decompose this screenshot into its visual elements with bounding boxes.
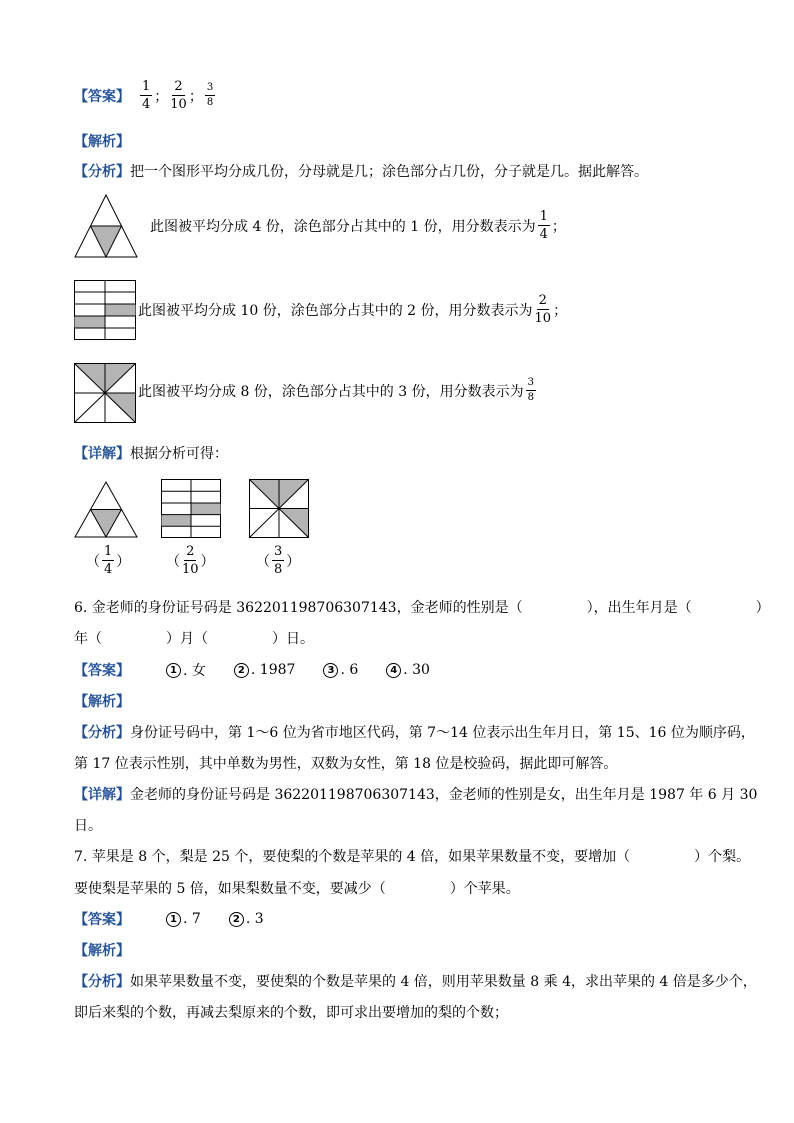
q6-question-line1: 6. 金老师的身份证号码是 362201198706307143，金老师的性别是（ ），出生年月是（ ） bbox=[74, 600, 770, 616]
answer-fraction: $\frac{1}{4}$ bbox=[142, 79, 151, 112]
figure-line-2: 此图被平均分成 10 份，涂色部分占其中的 2 份，用分数表示为 $\frac{2}{10}$ ； bbox=[138, 293, 568, 326]
detail-fraction-2: （ $\frac{2}{10}$ ） bbox=[166, 544, 215, 577]
q7-analysis-line1: 【分析】如果苹果数量不变，要使梨的个数是苹果的 4 倍，则用苹果数量 8 乘 4，求出苹果的 4 倍是多少个， bbox=[74, 974, 757, 990]
triangle-figure bbox=[74, 194, 138, 258]
answer-tag: 【答案】 bbox=[74, 912, 130, 928]
q5-detail: 【详解】根据分析可得： bbox=[74, 446, 228, 462]
answer-tag: 【答案】 bbox=[74, 88, 130, 105]
analysis-head-tag: 【解析】 bbox=[74, 134, 130, 150]
separator: ； bbox=[154, 88, 169, 105]
q7-question-line1: 7. 苹果是 8 个，梨是 25 个，要使梨的个数是苹果的 4 倍，如果苹果数量不变，要增加（ ）个梨。 bbox=[74, 849, 751, 865]
separator: ； bbox=[188, 88, 203, 105]
q7-question-line2: 要使梨是苹果的 5 倍，如果梨数量不变，要减少（ ）个苹果。 bbox=[74, 881, 520, 897]
q6-detail-line2: 日。 bbox=[74, 818, 102, 834]
q6-analysis-line2: 第 17 位表示性别，其中单数为男性，双数为女性，第 18 位是校验码，据此即可解答。 bbox=[74, 756, 618, 772]
detail-fraction-3: （ $\frac{3}{8}$ ） bbox=[256, 544, 301, 577]
rectangle-grid-figure bbox=[74, 280, 136, 340]
analysis-head-tag: 【解析】 bbox=[74, 943, 130, 959]
answer-tag: 【答案】 bbox=[74, 663, 130, 679]
q7-analysis-line2: 即后来梨的个数，再减去梨原来的个数，即可求出要增加的梨的个数； bbox=[74, 1005, 508, 1021]
q5-answer-line bbox=[74, 80, 217, 111]
analysis-tag: 【分析】 bbox=[74, 164, 130, 180]
square-figure-small bbox=[249, 479, 309, 538]
answer-fraction: $\frac{2}{10}$ bbox=[170, 79, 187, 112]
q6-analysis-line1: 【分析】身份证号码中，第 1～6 位为省市地区代码，第 7～14 位表示出生年月日，第 15、16 位为顺序码， bbox=[74, 725, 755, 741]
triangle-figure-small bbox=[74, 481, 138, 538]
q5-analysis bbox=[74, 161, 648, 181]
square-figure bbox=[74, 363, 136, 423]
q6-detail-line1: 【详解】金老师的身份证号码是 362201198706307143，金老师的性别是女，出生年月是 1987 年 6 月 30 bbox=[74, 787, 758, 803]
q6-answer-line: 【答案】 1 . 女 2 . 1987 3 . 6 4 . 30 bbox=[74, 662, 430, 679]
q7-answer-line: 【答案】 1 . 7 2 . 3 bbox=[74, 911, 264, 928]
analysis-text: 把一个图形平均分成几份，分母就是几；涂色部分占几份，分子就是几。据此解答。 bbox=[130, 164, 648, 180]
detail-tag: 【详解】 bbox=[74, 446, 130, 462]
q6-question-line2: 年（ ）月（ ）日。 bbox=[74, 631, 314, 647]
detail-fraction-1: （ $\frac{1}{4}$ ） bbox=[86, 544, 131, 577]
figure-line-3: 此图被平均分成 8 份，涂色部分占其中的 3 份，用分数表示为 $\frac{3}{8}$ bbox=[138, 377, 534, 403]
figure-line-1: 此图被平均分成 4 份，涂色部分占其中的 1 份，用分数表示为 $\frac{1}{4}$ ； bbox=[150, 209, 566, 242]
analysis-head-tag: 【解析】 bbox=[74, 694, 130, 710]
answer-fraction: $\frac{3}{8}$ bbox=[206, 82, 214, 108]
rectangle-grid-figure-small bbox=[161, 479, 221, 538]
